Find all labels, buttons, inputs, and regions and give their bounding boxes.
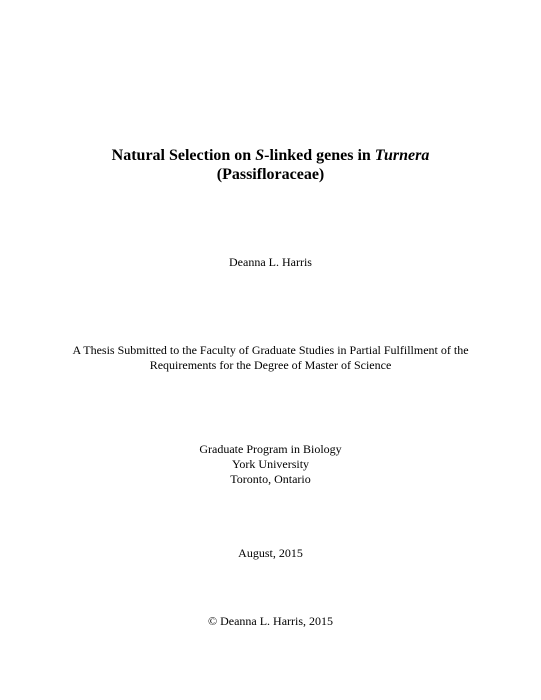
thesis-title-line-2: (Passifloraceae): [216, 166, 325, 183]
university-location: Toronto, Ontario: [230, 472, 311, 486]
thesis-statement-line-2: Requirements for the Degree of Master of Science: [149, 358, 392, 372]
author-name: Deanna L. Harris: [229, 255, 312, 269]
copyright-notice: © Deanna L. Harris, 2015: [207, 614, 334, 628]
title-text-middle: -linked genes in: [264, 147, 375, 164]
title-text-start: Natural Selection on: [111, 147, 256, 164]
thesis-statement: [0, 343, 541, 373]
thesis-statement-line-1: A Thesis Submitted to the Faculty of Graduate Studies in Partial Fulfillment of the: [72, 343, 469, 357]
thesis-title: [0, 146, 541, 184]
program-name: Graduate Program in Biology: [199, 442, 342, 456]
submission-date: August, 2015: [238, 546, 303, 560]
title-italic-s: S: [255, 147, 265, 164]
program-info: [0, 442, 541, 487]
university-name: York University: [231, 457, 310, 471]
title-italic-genus: Turnera: [374, 147, 430, 164]
thesis-title-line-1: [0, 146, 541, 165]
